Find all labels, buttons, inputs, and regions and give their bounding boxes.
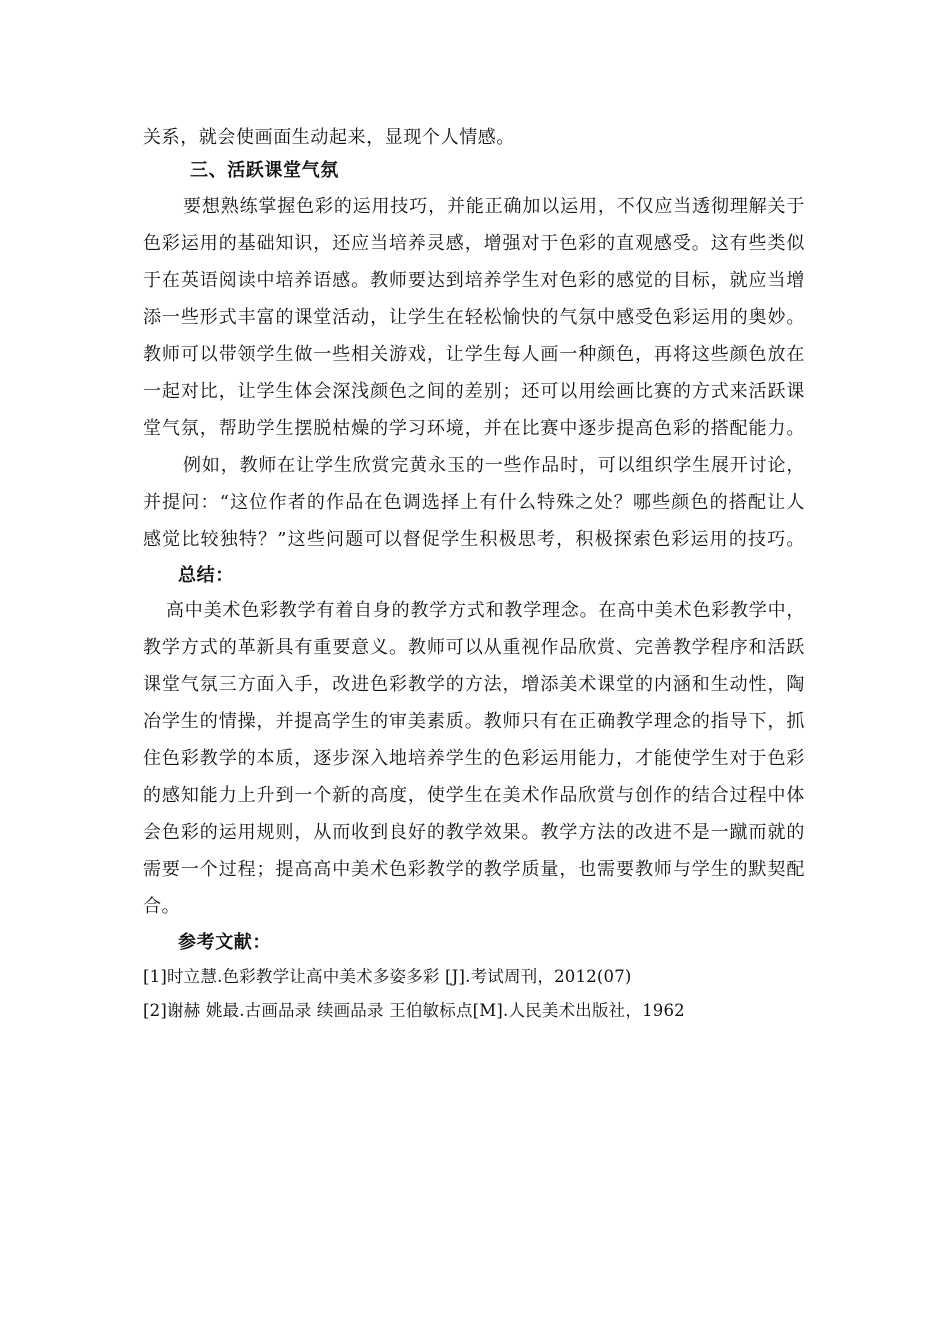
paragraph-line: 关系，就会使画面生动起来，显现个人情感。 bbox=[143, 127, 515, 148]
paragraph-line: 并提问：“这位作者的作品在色调选择上有什么特殊之处？哪些颜色的搭配让人 bbox=[143, 492, 805, 513]
reference-item: [2]谢赫 姚最.古画品录 续画品录 王伯敏标点[M].人民美术出版社，1962 bbox=[143, 1001, 685, 1020]
paragraph-line: 需要一个过程；提高高中美术色彩教学的教学质量，也需要教师与学生的默契配 bbox=[143, 859, 805, 880]
references-heading: 参考文献： bbox=[178, 932, 271, 953]
paragraph-line: 一起对比，让学生体会深浅颜色之间的差别；还可以用绘画比赛的方式来活跃课 bbox=[143, 381, 805, 402]
paragraph-line: 的感知能力上升到一个新的高度，使学生在美术作品欣赏与创作的结合过程中体 bbox=[143, 785, 805, 806]
paragraph-line: 会色彩的运用规则，从而收到良好的教学效果。教学方法的改进不是一蹴而就的 bbox=[143, 822, 805, 843]
paragraph-line: 合。 bbox=[143, 896, 181, 917]
paragraph-line: 要想熟练掌握色彩的运用技巧，并能正确加以运用，不仅应当透彻理解关于 bbox=[183, 196, 805, 217]
paragraph-line: 例如，教师在让学生欣赏完黄永玉的一些作品时，可以组织学生展开讨论， bbox=[183, 455, 805, 476]
summary-heading: 总结： bbox=[178, 565, 234, 586]
paragraph-line: 于在英语阅读中培养语感。教师要达到培养学生对色彩的感觉的目标，就应当增 bbox=[143, 270, 805, 291]
paragraph-line: 教学方式的革新具有重要意义。教师可以从重视作品欣赏、完善教学程序和活跃 bbox=[143, 637, 805, 658]
paragraph-line: 课堂气氛三方面入手，改进色彩教学的方法，增添美术课堂的内涵和生动性，陶 bbox=[143, 674, 805, 695]
paragraph-line: 住色彩教学的本质，逐步深入地培养学生的色彩运用能力，才能使学生对于色彩 bbox=[143, 748, 805, 769]
paragraph-line: 冶学生的情操，并提高学生的审美素质。教师只有在正确教学理念的指导下，抓 bbox=[143, 711, 805, 732]
paragraph-line: 高中美术色彩教学有着自身的教学方式和教学理念。在高中美术色彩教学中， bbox=[166, 600, 805, 621]
paragraph-line: 色彩运用的基础知识，还应当培养灵感，增强对于色彩的直观感受。这有些类似 bbox=[143, 233, 805, 254]
paragraph-line: 添一些形式丰富的课堂活动，让学生在轻松愉快的气氛中感受色彩运用的奥妙。 bbox=[143, 307, 805, 328]
reference-item: [1]时立慧.色彩教学让高中美术多姿多彩 [J].考试周刊，2012(07) bbox=[143, 967, 632, 986]
paragraph-line: 教师可以带领学生做一些相关游戏，让学生每人画一种颜色，再将这些颜色放在 bbox=[143, 344, 805, 365]
section-heading: 三、活跃课堂气氛 bbox=[190, 160, 339, 181]
paragraph-line: 感觉比较独特？”这些问题可以督促学生积极思考，积极探索色彩运用的技巧。 bbox=[143, 529, 805, 550]
paragraph-line: 堂气氛，帮助学生摆脱枯燥的学习环境，并在比赛中逐步提高色彩的搭配能力。 bbox=[143, 418, 805, 439]
